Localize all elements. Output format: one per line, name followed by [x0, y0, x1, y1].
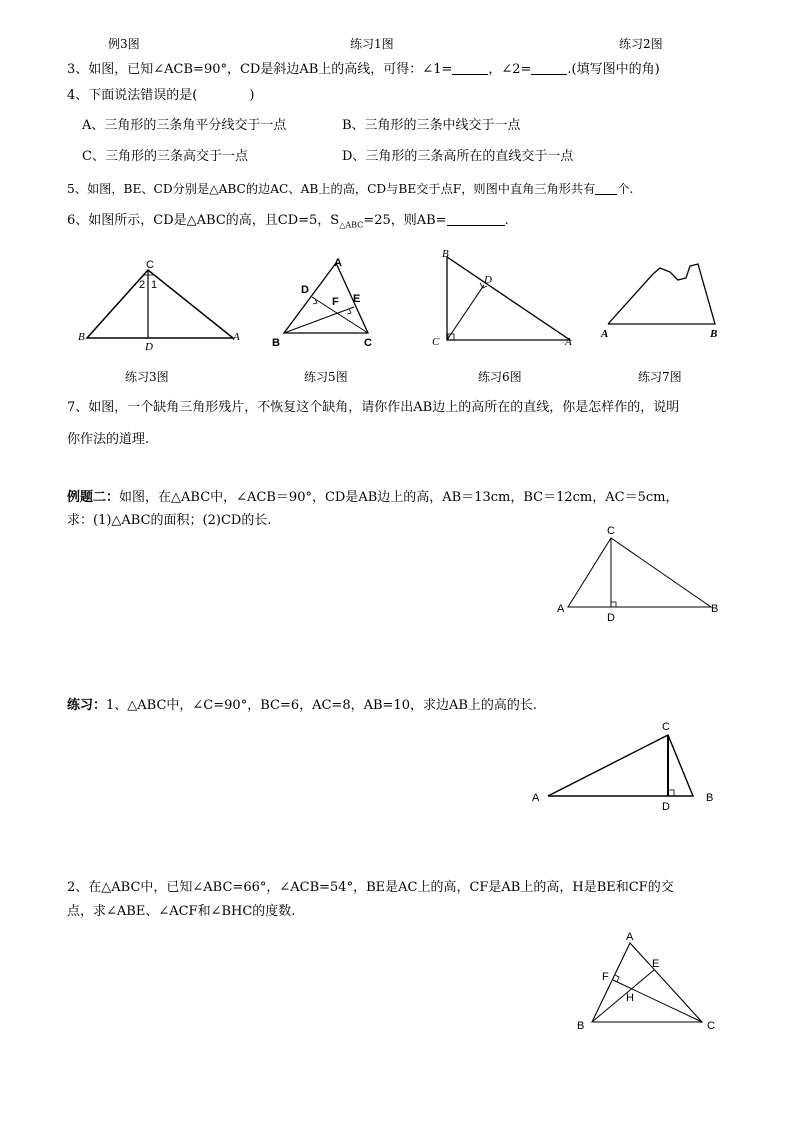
- label-A: A: [233, 331, 240, 343]
- label-D: D: [301, 284, 309, 296]
- label-E: E: [652, 958, 660, 970]
- label-B: B: [442, 248, 449, 260]
- figure-example2: [553, 520, 728, 630]
- label-A: A: [557, 603, 565, 615]
- option-d: D、三角形的三条高所在的直线交于一点: [342, 149, 574, 164]
- label-angle2: 2: [139, 279, 146, 291]
- label-A: A: [601, 328, 609, 340]
- caption-ex3: 例3图: [108, 37, 140, 51]
- answer-blank-2[interactable]: [531, 62, 567, 75]
- answer-blank-4[interactable]: [447, 213, 505, 226]
- option-a: A、三角形的三条角平分线交于一点: [82, 118, 287, 133]
- label-B: B: [272, 337, 280, 349]
- label-D: D: [607, 612, 615, 624]
- label-D: D: [662, 801, 670, 813]
- figure-practice6: [428, 245, 583, 350]
- figure-practice3: [75, 258, 245, 353]
- question-4: 4、下面说法错误的是( ): [67, 88, 255, 103]
- figure-practice5: [268, 255, 388, 355]
- label-angle1: 1: [151, 279, 158, 291]
- label-F: F: [602, 971, 609, 983]
- question-5: 5、如图，BE、CD分别是△ABC的边AC、AB上的高，CD与BE交于点F，则图中直角三角形共有 个.: [67, 182, 634, 196]
- example-2-line2: 求：(1)△ABC的面积；(2)CD的长.: [67, 513, 272, 528]
- figure-practice-1: [528, 715, 723, 815]
- label-B: B: [711, 603, 719, 615]
- label-C: C: [432, 336, 440, 348]
- label-H: H: [626, 992, 634, 1004]
- label-B: B: [577, 1020, 585, 1032]
- label-C: C: [707, 1020, 715, 1032]
- caption-practice7: 练习7图: [638, 370, 682, 384]
- question-3: 3、如图，已知∠ACB=90°，CD是斜边AB上的高线，可得：∠1= ，∠2= .(填写图中的角): [67, 62, 660, 77]
- question-7-line1: 7、如图，一个缺角三角形残片，不恢复这个缺角，请你作出AB边上的高所在的直线，你是怎样作的，说明: [67, 400, 680, 415]
- option-b: B、三角形的三条中线交于一点: [342, 118, 521, 133]
- label-C: C: [146, 259, 154, 271]
- label-A: A: [626, 931, 634, 943]
- label-C: C: [607, 525, 615, 537]
- question-6: 6、如图所示，CD是△ABC的高，且CD=5，$S_{\triangle ABC}=25$，则AB= .: [67, 213, 509, 230]
- caption-practice6: 练习6图: [478, 370, 522, 384]
- practice-label: 练习：: [67, 698, 107, 713]
- label-B: B: [706, 792, 714, 804]
- example-2-label: 例题二：: [67, 490, 120, 505]
- label-C: C: [662, 721, 670, 733]
- caption-practice3: 练习3图: [125, 370, 169, 384]
- label-A: A: [334, 257, 342, 269]
- label-E: E: [353, 293, 361, 305]
- caption-practice5: 练习5图: [304, 370, 348, 384]
- label-F: F: [332, 296, 339, 308]
- answer-blank-3[interactable]: [595, 182, 617, 195]
- practice-1: 练习：1、△ABC中，∠C=90°，BC=6，AC=8，AB=10，求边AB上的高的长.: [67, 698, 538, 713]
- practice-2-line2: 点，求∠ABE、∠ACF和∠BHC的度数.: [67, 904, 296, 919]
- question-7-line2: 你作法的道理.: [67, 432, 150, 447]
- label-D: D: [484, 274, 492, 286]
- figure-practice-2: [570, 925, 730, 1040]
- label-A: A: [532, 792, 540, 804]
- answer-blank-1[interactable]: [452, 62, 488, 75]
- label-A: A: [565, 336, 572, 348]
- caption-practice2: 练习2图: [619, 37, 663, 51]
- label-D: D: [145, 341, 153, 353]
- option-c: C、三角形的三条高交于一点: [82, 149, 248, 164]
- caption-practice1: 练习1图: [350, 37, 394, 51]
- label-C: C: [364, 337, 372, 349]
- label-B: B: [710, 328, 718, 340]
- practice-2-line1: 2、在△ABC中，已知∠ABC=66°，∠ACB=54°，BE是AC上的高，CF是AB上的高，H是BE和CF的交: [67, 880, 674, 895]
- label-B: B: [78, 331, 85, 343]
- example-2-line1: 例题二：如图，在△ABC中，∠ACB＝90°，CD是AB边上的高，AB＝13cm，BC＝12cm，AC＝5cm，: [67, 490, 679, 505]
- figure-practice7: [598, 260, 728, 345]
